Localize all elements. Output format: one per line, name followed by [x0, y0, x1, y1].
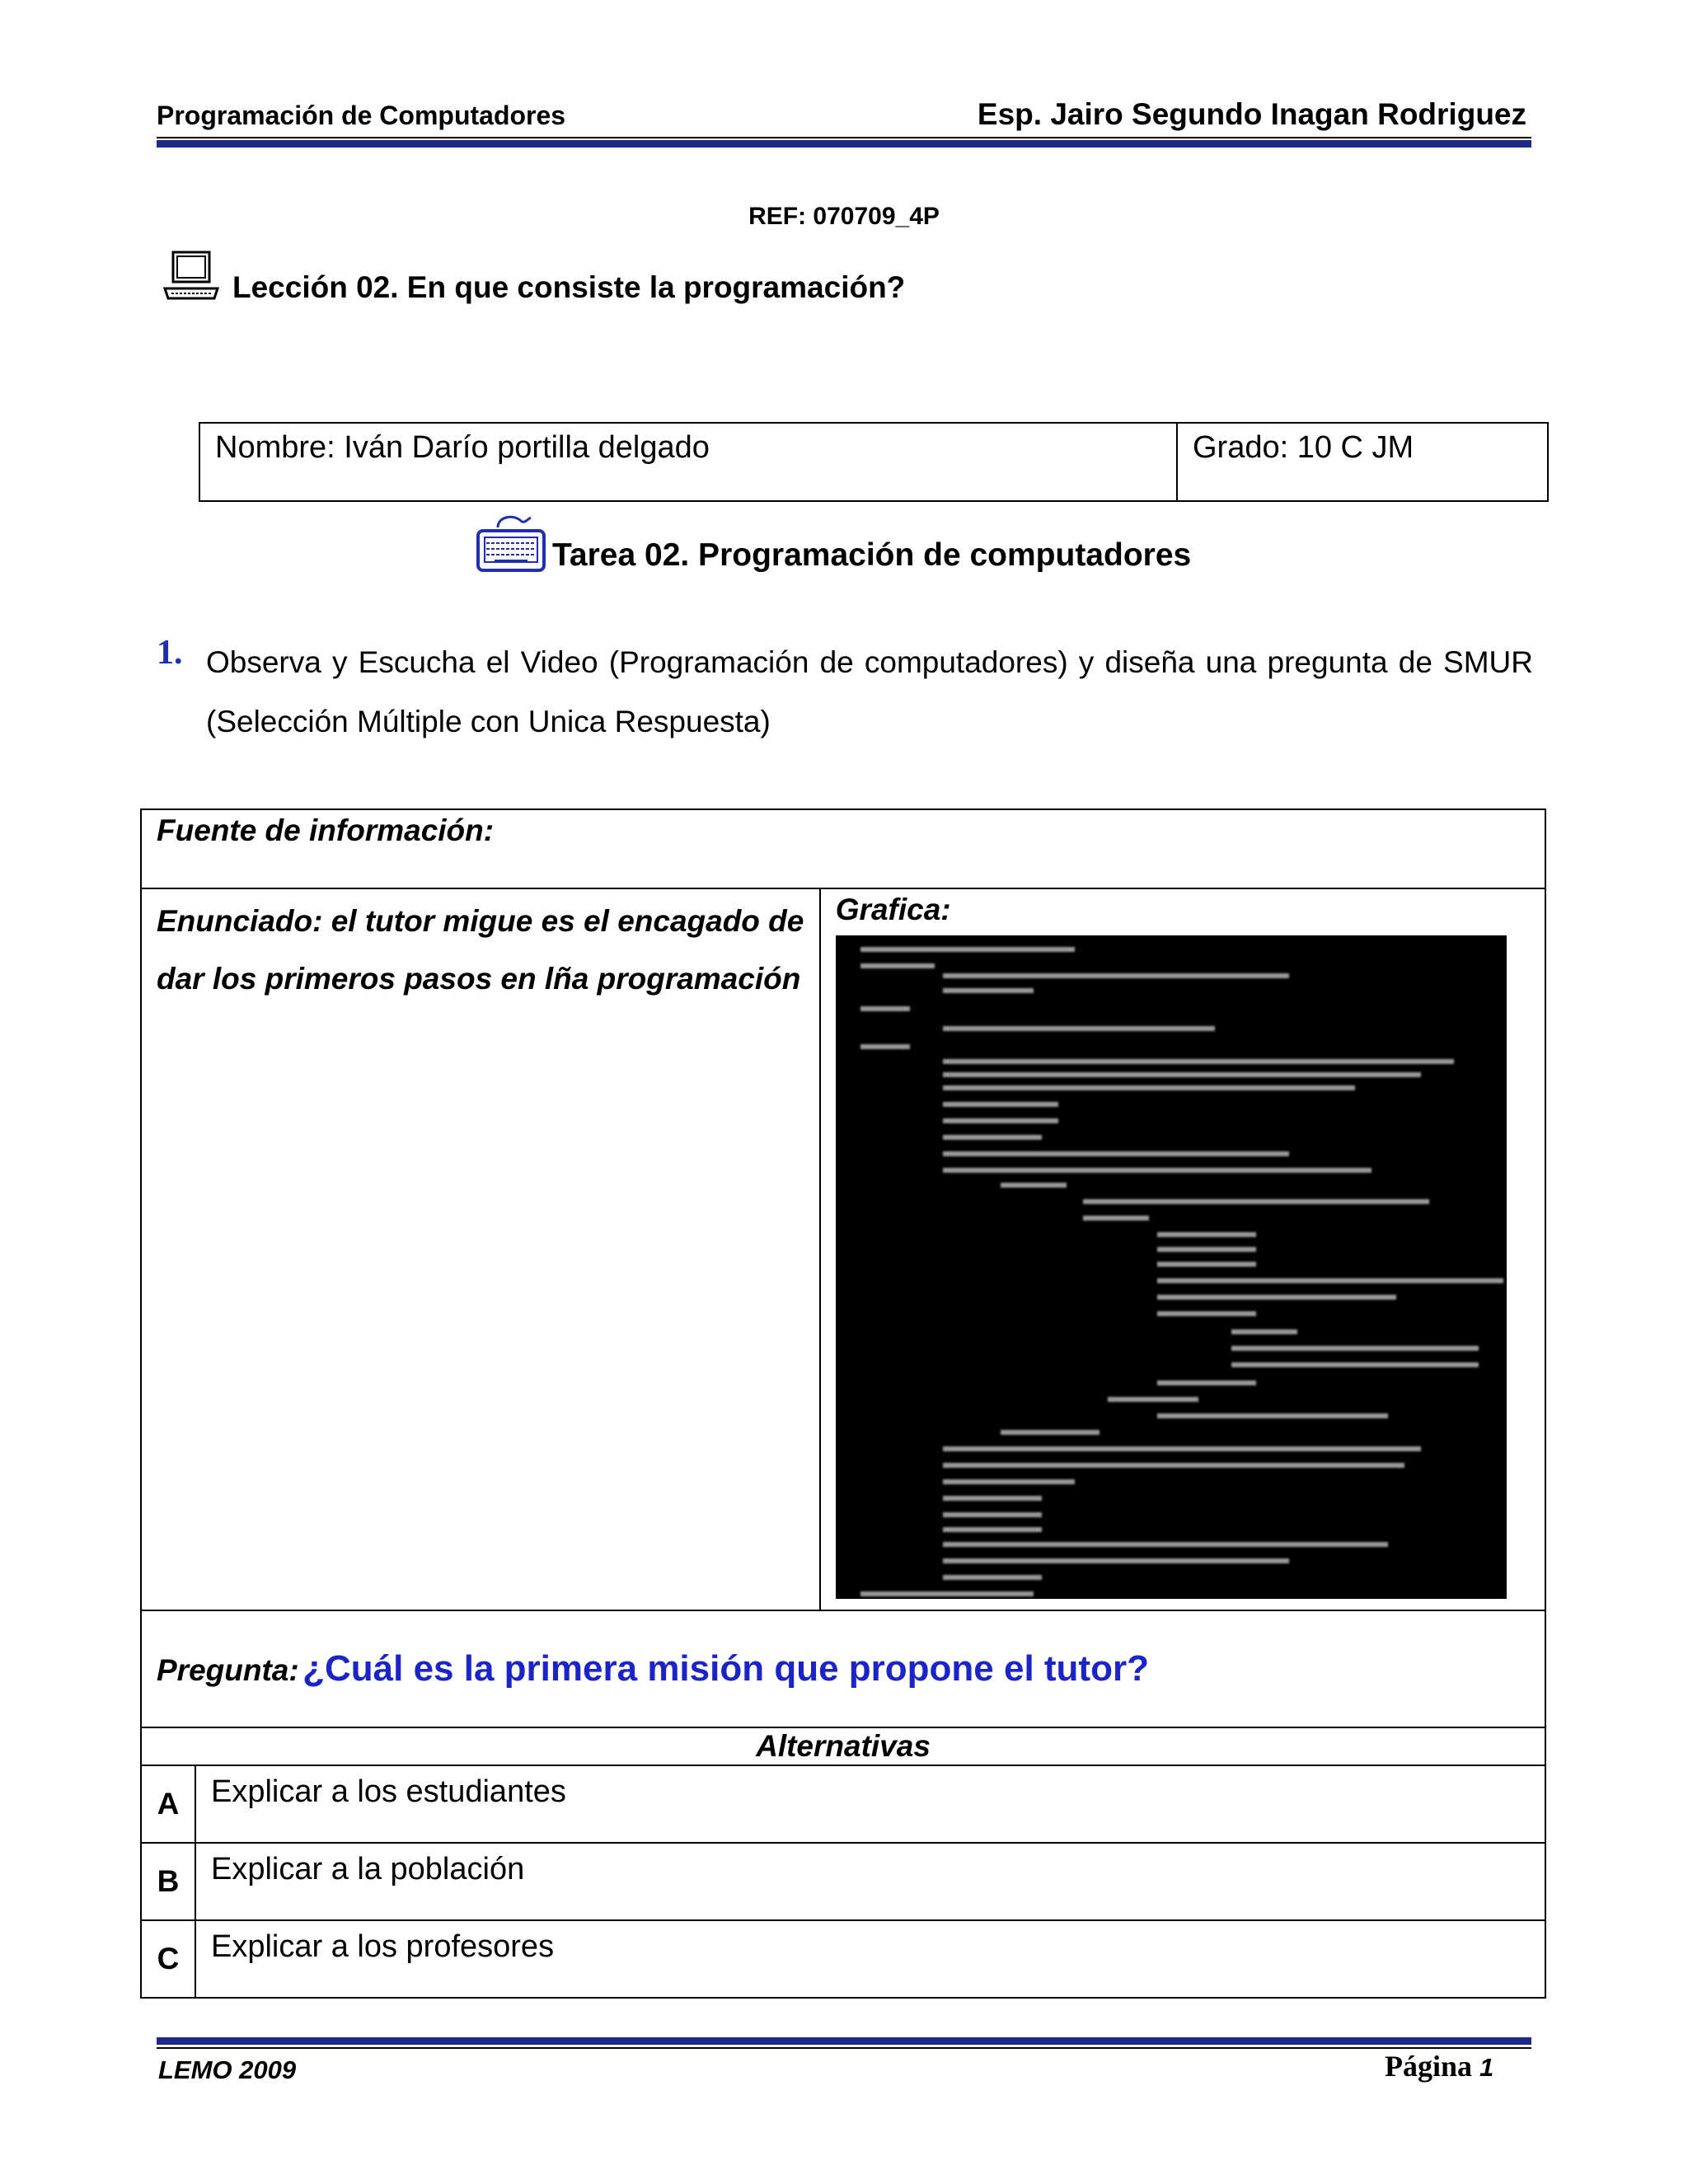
- header-rule-thin: [157, 137, 1531, 138]
- code-line: [1231, 1346, 1479, 1351]
- task-heading: [473, 513, 1191, 574]
- code-line: [1083, 1199, 1429, 1204]
- code-line: [943, 973, 1289, 978]
- code-line: [943, 1512, 1042, 1517]
- page-label: Página: [1385, 2050, 1473, 2083]
- question-label: Pregunta:: [157, 1653, 299, 1687]
- code-line: [943, 1575, 1042, 1580]
- question-text: ¿Cuál es la primera misión que propone el tutor?: [302, 1648, 1149, 1689]
- code-line: [943, 1463, 1404, 1468]
- lesson-heading: [162, 249, 905, 305]
- code-line: [1157, 1413, 1388, 1418]
- student-name: Nombre: Iván Darío portilla delgado: [199, 423, 1177, 501]
- code-line: [1001, 1430, 1100, 1435]
- instruction-text: Observa y Escucha el Video (Programación de computadores) y diseña una pregunta de SMUR (Selección Múltiple con Unica Respuesta): [206, 645, 1533, 738]
- computer-icon: [162, 249, 221, 305]
- alternative-row: [141, 1920, 1545, 1998]
- code-line: [1157, 1380, 1256, 1385]
- graphic-label: Grafica:: [835, 893, 951, 926]
- alternative-letter: B: [141, 1843, 195, 1920]
- code-line: [860, 1591, 1034, 1596]
- alternative-row: [141, 1843, 1545, 1920]
- code-line: [943, 1072, 1421, 1077]
- footer-rule-thin: [157, 2047, 1531, 2049]
- header-course-title: Programación de Computadores: [157, 101, 566, 130]
- footer-rule-thick: [157, 2037, 1531, 2045]
- alternative-row: [141, 1765, 1545, 1843]
- header-author: Esp. Jairo Segundo Inagan Rodriguez: [977, 97, 1526, 131]
- page-number: 1: [1479, 2053, 1494, 2082]
- code-line: [943, 1085, 1355, 1090]
- code-line: [943, 988, 1034, 993]
- code-line: [943, 1479, 1075, 1484]
- page-indicator: [1385, 2049, 1493, 2083]
- code-line: [943, 1496, 1042, 1501]
- code-line: [943, 1059, 1454, 1064]
- code-line: [1157, 1278, 1503, 1283]
- alternative-text: Explicar a los profesores: [195, 1920, 1545, 1998]
- code-line: [943, 1118, 1058, 1123]
- code-line: [943, 1168, 1372, 1173]
- alternative-text: Explicar a los estudiantes: [195, 1765, 1545, 1843]
- code-line: [860, 1044, 910, 1049]
- code-line: [943, 1558, 1289, 1563]
- student-grade: Grado: 10 C JM: [1177, 423, 1548, 501]
- code-line: [943, 1542, 1388, 1547]
- alternative-letter: A: [141, 1765, 195, 1843]
- code-line: [1083, 1216, 1149, 1221]
- student-info-table: [199, 422, 1549, 502]
- code-line: [860, 947, 1075, 952]
- instruction-number: 1.: [157, 634, 183, 672]
- code-line: [943, 1102, 1058, 1107]
- lesson-title: Lección 02. En que consiste la programación?: [232, 270, 906, 304]
- code-line: [1231, 1329, 1297, 1334]
- code-line: [943, 1446, 1421, 1451]
- task-title: Tarea 02. Programación de computadores: [552, 537, 1192, 573]
- question-form-table: [140, 808, 1546, 1999]
- alternative-letter: C: [141, 1920, 195, 1998]
- code-line: [1001, 1183, 1067, 1188]
- code-line: [1157, 1232, 1256, 1237]
- code-screenshot-image: [836, 935, 1507, 1599]
- alternatives-heading: Alternativas: [756, 1729, 931, 1763]
- code-line: [860, 963, 935, 968]
- keyboard-icon: [473, 513, 549, 574]
- footer-label: LEMO 2009: [158, 2055, 297, 2084]
- code-line: [1157, 1311, 1256, 1316]
- code-line: [860, 1006, 910, 1011]
- code-line: [943, 1135, 1042, 1140]
- header-rule-thick: [157, 140, 1531, 148]
- source-label: Fuente de información:: [157, 813, 495, 847]
- code-line: [943, 1527, 1042, 1532]
- code-line: [1157, 1262, 1256, 1267]
- alternative-text: Explicar a la población: [195, 1843, 1545, 1920]
- code-line: [1157, 1247, 1256, 1252]
- statement-text: Enunciado: el tutor migue es el encagado de dar los primeros pasos en lña programación: [157, 904, 804, 996]
- code-line: [943, 1151, 1289, 1156]
- reference-code: REF: 070709_4P: [748, 203, 940, 230]
- code-line: [1157, 1295, 1396, 1300]
- code-line: [943, 1026, 1215, 1031]
- code-line: [1231, 1362, 1479, 1367]
- code-line: [1108, 1397, 1198, 1402]
